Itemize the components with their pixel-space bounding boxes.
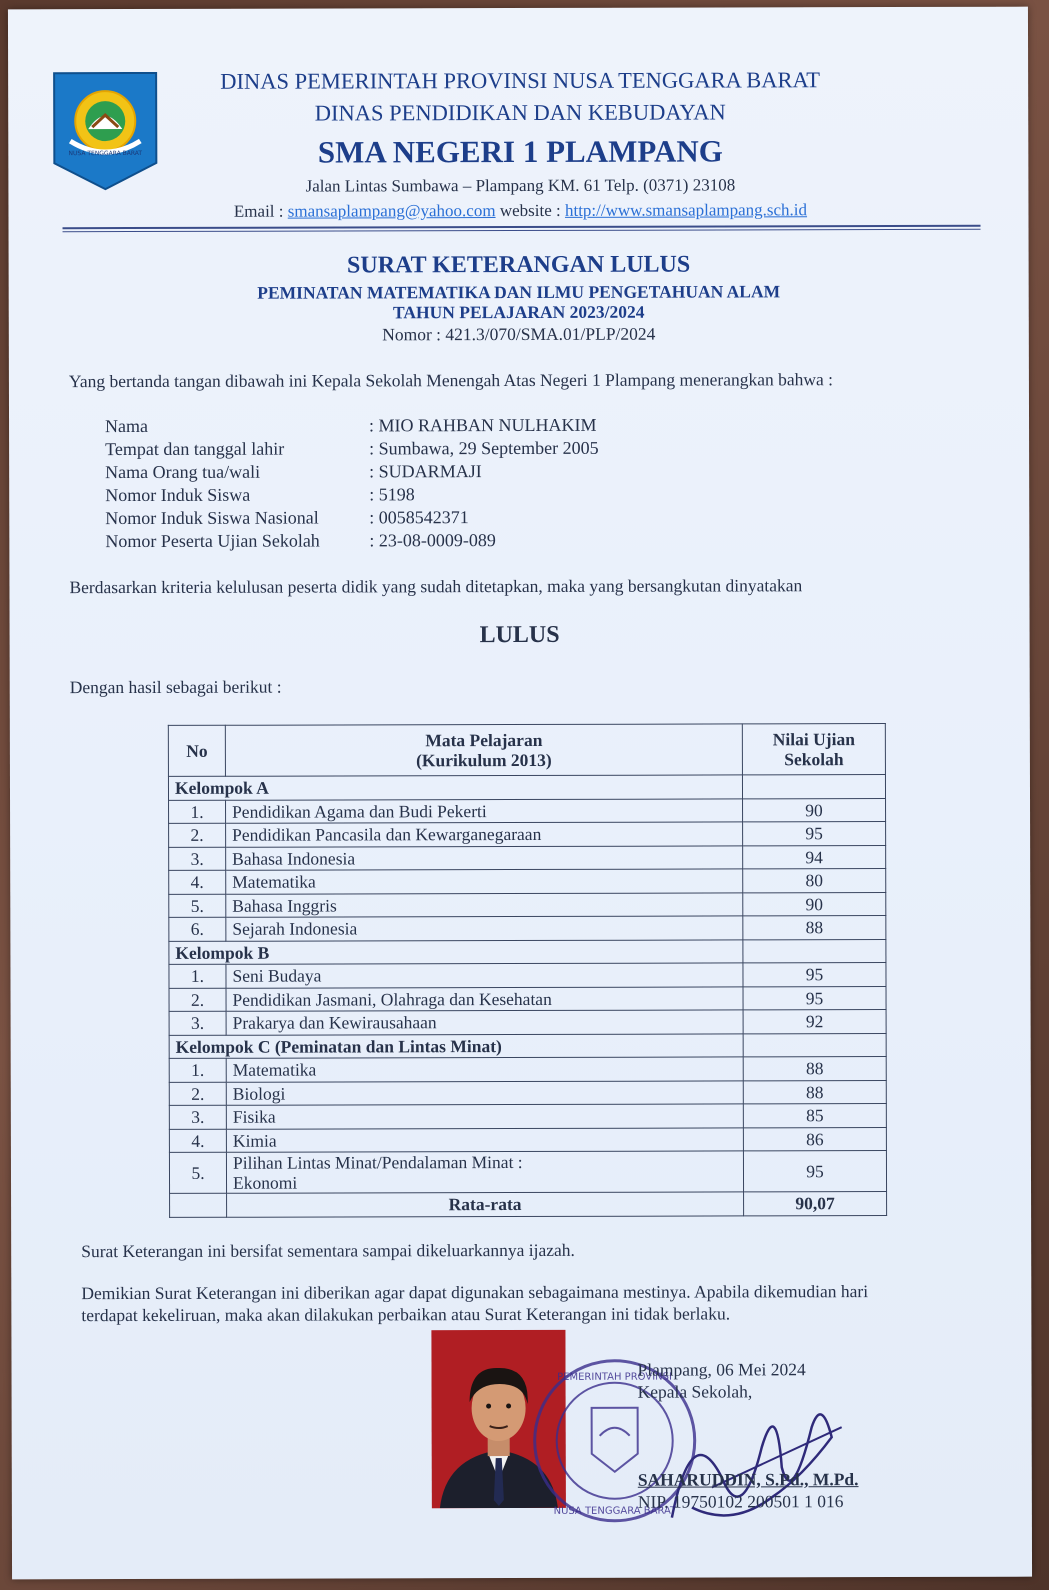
svg-text:NUSA TENGGARA BARAT: NUSA TENGGARA BARAT — [68, 149, 143, 158]
table-row — [169, 798, 886, 823]
row-subject: Seni Budaya — [226, 963, 743, 988]
row-subject: Bahasa Inggris — [226, 892, 743, 917]
row-subject: Bahasa Indonesia — [226, 845, 743, 870]
row-number: 1. — [169, 964, 226, 988]
col-header-score: Nilai Ujian Sekolah — [742, 724, 885, 775]
header-agency: DINAS PEMERINTAH PROVINSI NUSA TENGGARA BARAT — [220, 67, 821, 94]
row-number: 6. — [169, 917, 226, 941]
handwritten-signature — [651, 1357, 851, 1548]
col-header-subject: Mata Pelajaran (Kurikulum 2013) — [225, 724, 742, 776]
table-row — [169, 1057, 886, 1082]
field-label-nisn: Nomor Induk Siswa Nasional — [105, 507, 319, 529]
row-score: 95 — [743, 1151, 886, 1192]
email-link[interactable]: smansaplampang@yahoo.com — [287, 201, 496, 221]
email-label: Email : — [233, 201, 284, 221]
criteria-text: Berdasarkan kriteria kelulusan peserta didik yang sudah ditetapkan, maka yang bersangkutan dinyatakan — [69, 575, 803, 598]
group-name: Kelompok C (Peminatan dan Lintas Minat) — [169, 1033, 743, 1058]
closing-line-2: terdapat kekeliruan, maka akan dilakukan perbaikan atau Surat Keterangan ini tidak berlaku. — [81, 1303, 731, 1326]
field-label-name: Nama — [105, 415, 149, 437]
table-row — [169, 1010, 886, 1035]
row-score: 92 — [743, 1010, 886, 1034]
table-row — [169, 986, 886, 1011]
row-number: 3. — [169, 847, 226, 871]
row-subject: Prakarya dan Kewirausahaan — [226, 1010, 743, 1035]
row-score: 95 — [743, 986, 886, 1010]
row-subject: Matematika — [226, 869, 743, 894]
grades-table-body — [168, 775, 886, 1217]
table-row — [169, 845, 886, 870]
group-empty-cell — [743, 1033, 886, 1057]
row-subject — [226, 1151, 743, 1193]
row-score: 85 — [743, 1104, 886, 1128]
group-row — [169, 1033, 886, 1058]
row-number: 5. — [169, 894, 226, 918]
row-subject: Pendidikan Agama dan Budi Pekerti — [226, 798, 743, 823]
field-label-exam-number: Nomor Peserta Ujian Sekolah — [105, 530, 320, 552]
field-value-nisn: : 0058542371 — [369, 507, 469, 528]
group-row — [169, 939, 886, 964]
row-number: 2. — [169, 823, 226, 847]
table-row — [169, 1151, 886, 1194]
field-label-birth: Tempat dan tanggal lahir — [105, 438, 285, 460]
group-row — [168, 775, 885, 800]
row-subject-line-1: Pilihan Lintas Minat/Pendalaman Minat : — [232, 1151, 523, 1173]
row-score: 88 — [743, 1057, 886, 1081]
table-row — [169, 822, 886, 847]
signature-role: Kepala Sekolah, — [637, 1381, 753, 1402]
row-score: 95 — [743, 963, 886, 987]
field-value-nis: : 5198 — [369, 484, 415, 505]
field-value-exam-number: : 23-08-0009-089 — [369, 530, 496, 551]
field-label-parent: Nama Orang tua/wali — [105, 461, 261, 483]
row-subject: Matematika — [226, 1057, 743, 1082]
row-number: 1. — [169, 1058, 226, 1082]
grades-table — [168, 723, 887, 1217]
document-subtitle: PEMINATAN MATEMATIKA DAN ILMU PENGETAHUAN ALAM — [257, 281, 781, 303]
website-link[interactable]: http://www.smansaplampang.sch.id — [564, 200, 808, 220]
header-department: DINAS PENDIDIKAN DAN KEBUDAYAN — [314, 99, 726, 126]
table-row — [169, 892, 886, 917]
row-number: 4. — [169, 1129, 226, 1153]
table-row — [169, 963, 886, 988]
table-row — [169, 1080, 886, 1105]
table-row — [169, 1104, 886, 1129]
header-address: Jalan Lintas Sumbawa – Plampang KM. 61 Telp. (0371) 23108 — [305, 175, 736, 196]
closing-line-1: Demikian Surat Keterangan ini diberikan agar dapat digunakan sebagaimana mestinya. Apabila dikemudian hari — [81, 1281, 869, 1304]
temporary-note: Surat Keterangan ini bersifat sementara sampai dikeluarkannya ijazah. — [81, 1239, 575, 1262]
row-subject: Kimia — [226, 1127, 743, 1152]
field-value-parent: : SUDARMAJI — [369, 461, 482, 482]
field-value-name: : MIO RAHBAN NULHAKIM — [369, 414, 597, 436]
svg-text:PEMERINTAH PROVINSI: PEMERINTAH PROVINSI — [557, 1371, 672, 1383]
header-contact — [70, 200, 970, 222]
signature-name: SAHARUDDIN, S.Pd., M.Pd. — [637, 1469, 859, 1490]
field-value-birth: : Sumbawa, 29 September 2005 — [369, 437, 599, 459]
document-paper — [8, 7, 1032, 1580]
header-school-name: SMA NEGERI 1 PLAMPANG — [317, 133, 723, 170]
row-score: 94 — [743, 845, 886, 869]
row-subject: Biologi — [226, 1080, 743, 1105]
row-subject: Sejarah Indonesia — [226, 916, 743, 941]
svg-text:NUSA TENGGARA BARAT: NUSA TENGGARA BARAT — [553, 1505, 677, 1517]
average-value: 90,07 — [744, 1192, 887, 1216]
intro-text: Yang bertanda tangan dibawah ini Kepala Sekolah Menengah Atas Negeri 1 Plampang menerangkan bahwa : — [68, 369, 834, 392]
academic-year: TAHUN PELAJARAN 2023/2024 — [392, 301, 645, 323]
document-number: Nomor : 421.3/070/SMA.01/PLP/2024 — [382, 323, 656, 345]
document-title: SURAT KETERANGAN LULUS — [346, 251, 691, 279]
table-row — [169, 869, 886, 894]
row-subject-line-2: Ekonomi — [232, 1172, 298, 1193]
row-subject: Fisika — [226, 1104, 743, 1129]
signature-nip: NIP. 19750102 200501 1 016 — [637, 1491, 844, 1512]
row-number: 2. — [169, 1082, 226, 1106]
average-row — [170, 1192, 887, 1217]
row-score: 88 — [743, 916, 886, 940]
row-number: 1. — [169, 800, 226, 824]
table-row — [169, 916, 886, 941]
row-score: 88 — [743, 1080, 886, 1104]
row-score: 80 — [743, 869, 886, 893]
header-divider-thin — [63, 229, 981, 232]
row-number: 2. — [169, 988, 226, 1012]
row-score: 90 — [743, 798, 886, 822]
row-subject: Pendidikan Pancasila dan Kewarganegaraan — [226, 822, 743, 847]
table-header-row — [168, 724, 885, 777]
group-empty-cell — [743, 939, 886, 963]
row-score: 90 — [743, 892, 886, 916]
field-label-nis: Nomor Induk Siswa — [105, 484, 251, 506]
row-subject: Pendidikan Jasmani, Olahraga dan Kesehatan — [226, 986, 743, 1011]
average-empty-cell — [170, 1193, 227, 1217]
results-intro: Dengan hasil sebagai berikut : — [69, 676, 282, 698]
average-label: Rata-rata — [227, 1192, 744, 1217]
group-name: Kelompok A — [168, 775, 742, 800]
website-label: website : — [499, 200, 561, 221]
signature-place-date: Plampang, 06 Mei 2024 — [637, 1359, 806, 1380]
row-number: 3. — [169, 1011, 226, 1035]
group-name: Kelompok B — [169, 939, 743, 964]
group-empty-cell — [742, 775, 885, 799]
col-header-no: No — [168, 725, 225, 776]
row-number: 4. — [169, 870, 226, 894]
table-row — [169, 1127, 886, 1152]
row-score: 86 — [743, 1127, 886, 1151]
row-number: 5. — [169, 1152, 226, 1193]
row-number: 3. — [169, 1105, 226, 1129]
graduation-status: LULUS — [479, 621, 560, 649]
row-score: 95 — [743, 822, 886, 846]
